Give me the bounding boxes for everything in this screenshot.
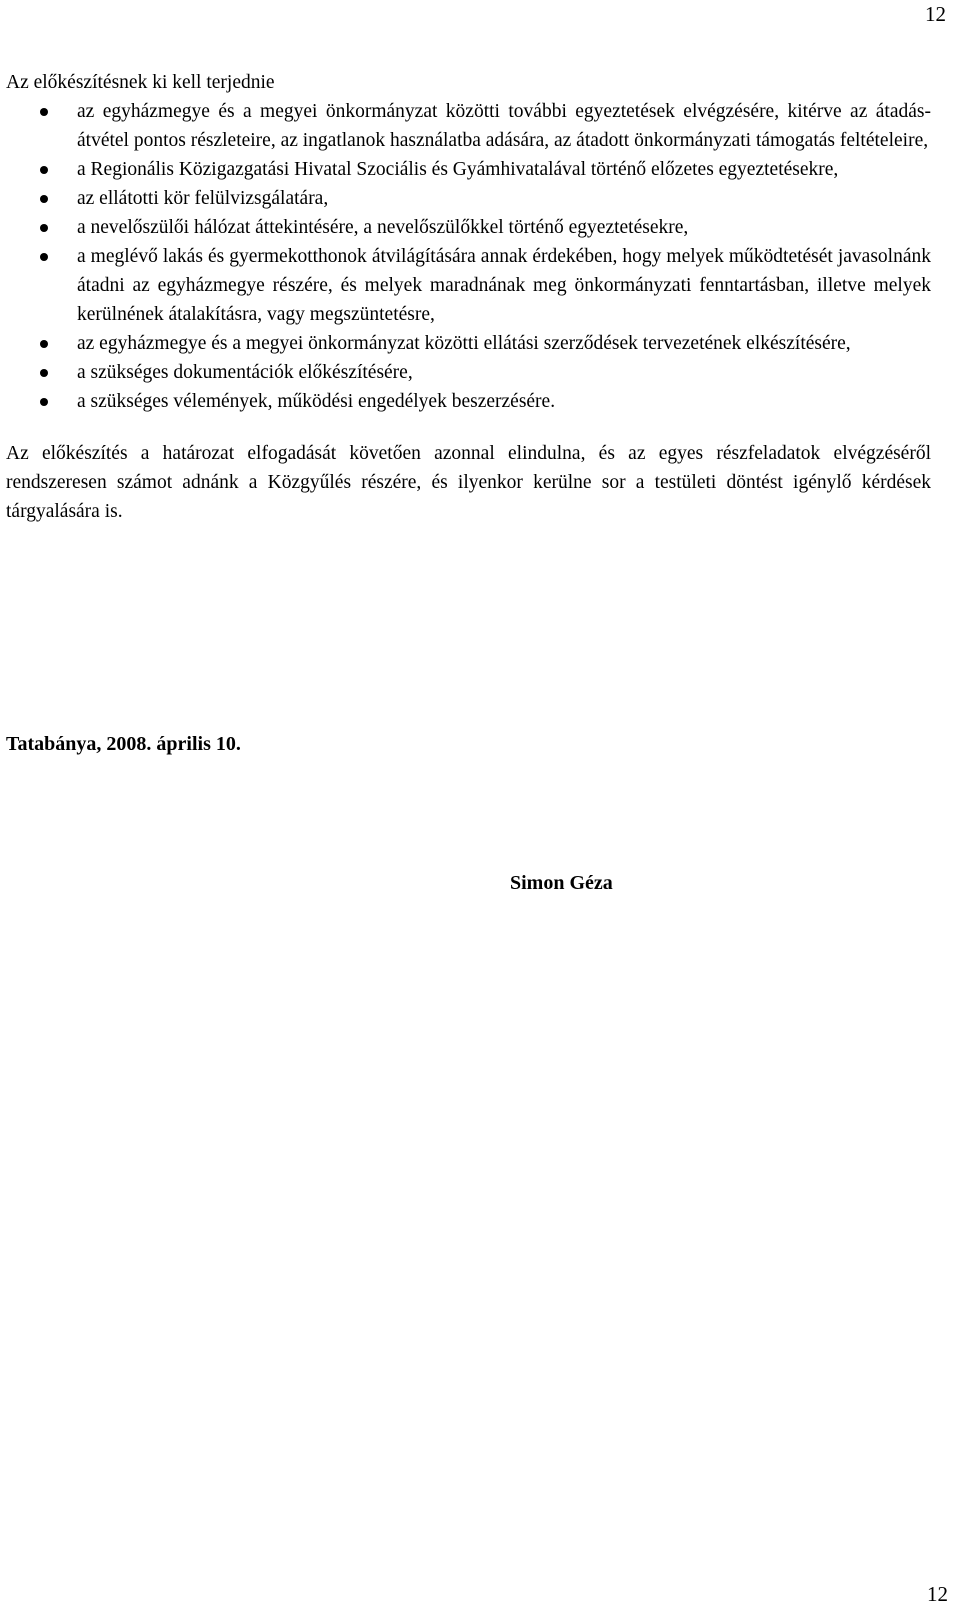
list-item-text: a Regionális Közigazgatási Hivatal Szociális és Gyámhivatalával történő előzetes egyeztetésekre, [77, 159, 839, 180]
page-number-bottom: 12 [927, 1582, 948, 1606]
bullet-icon [40, 369, 48, 377]
list-item-text: a nevelőszülői hálózat áttekintésére, a nevelőszülőkkel történő egyeztetésekre, [77, 217, 689, 238]
list-item [6, 97, 931, 155]
list-item [6, 242, 931, 329]
list-item-text: az egyházmegye és a megyei önkormányzat közötti ellátási szerződések tervezetének elkészítésére, [77, 333, 851, 354]
bullet-icon [40, 195, 48, 203]
list-item [6, 329, 931, 358]
closing-paragraph: Az előkészítés a határozat elfogadását követően azonnal elindulna, és az egyes részfeladatok elvégzéséről rendszeresen számot adnánk a Közgyűlés részére, és ilyenkor kerülne sor a testületi döntést igénylő kérdések tárgyalására is. [6, 443, 931, 522]
intro-text: Az előkészítésnek ki kell terjednie [6, 72, 275, 93]
bullet-list [6, 97, 931, 416]
bullet-icon [40, 398, 48, 406]
signature-name: Simon Géza [510, 872, 613, 894]
bullet-icon [40, 253, 48, 261]
list-item-text: a szükséges dokumentációk előkészítésére, [77, 362, 413, 383]
list-item-text: az egyházmegye és a megyei önkormányzat közötti további egyeztetések elvégzésére, kitérve az átadás-átvétel pontos részleteire, az ingatlanok használatba adására, az átadott önkormányzati támogatás feltételeire, [77, 101, 931, 151]
list-item [6, 358, 931, 387]
list-item [6, 213, 931, 242]
bullet-icon [40, 224, 48, 232]
list-item [6, 155, 931, 184]
bullet-icon [40, 340, 48, 348]
bullet-icon [40, 108, 48, 116]
bullet-icon [40, 166, 48, 174]
document-body [6, 68, 931, 526]
list-item-text: az ellátotti kör felülvizsgálatára, [77, 188, 329, 209]
list-item-text: a meglévő lakás és gyermekotthonok átvilágítására annak érdekében, hogy melyek működtetését javasolnánk átadni az egyházmegye részére, és melyek maradnának meg önkormányzati fenntartásban, illetve melyek kerülnének átalakításra, vagy megszüntetésre, [77, 246, 931, 325]
place-date: Tatabánya, 2008. április 10. [6, 733, 241, 755]
list-item [6, 387, 931, 416]
page-number-top: 12 [925, 2, 946, 26]
list-item [6, 184, 931, 213]
list-item-text: a szükséges vélemények, működési engedélyek beszerzésére. [77, 391, 556, 412]
